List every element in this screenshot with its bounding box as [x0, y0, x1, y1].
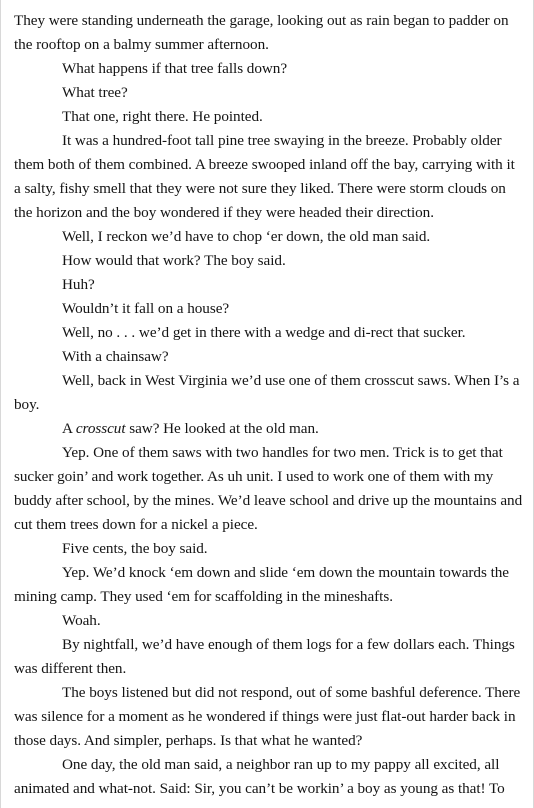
paragraph: Woah. — [62, 612, 101, 629]
story-text — [14, 9, 523, 801]
paragraph-crosscut — [14, 417, 523, 441]
paragraph-prefix: A — [62, 420, 76, 437]
paragraph: Yep. We’d knock ‘em down and slide ‘em down the mountain towards the mining camp. They used ‘em for scaffolding in the mineshafts. — [14, 564, 509, 605]
paragraph: By nightfall, we’d have enough of them logs for a few dollars each. Things was different then. — [14, 636, 515, 677]
paragraph: Huh? — [62, 276, 95, 293]
paragraph: What tree? — [62, 84, 128, 101]
paragraph: Yep. One of them saws with two handles for two men. Trick is to get that sucker goin’ and work together. As uh unit. I used to work one of them with my buddy after school, by the mines. We’d leave school and drive up the mountains and cut them trees down for a nickel a piece. — [14, 444, 523, 533]
paragraph: Well, I reckon we’d have to chop ‘er down, the old man said. — [62, 228, 431, 245]
paragraph: Five cents, the boy said. — [62, 540, 208, 557]
paragraph: Well, back in West Virginia we’d use one of them crosscut saws. When I’s a boy. — [14, 372, 520, 413]
paragraph: One day, the old man said, a neighbor ran up to my pappy all excited, all animated and what-not. Said: Sir, you can’t be workin’ a boy as young as that! To — [14, 756, 505, 797]
paragraph: Wouldn’t it fall on a house? — [62, 300, 230, 317]
paragraph: How would that work? The boy said. — [62, 252, 286, 269]
emphasized-word: crosscut — [75, 420, 126, 437]
paragraph: The boys listened but did not respond, out of some bashful deference. There was silence for a moment as he wondered if things were just flat-out harder back in those days. And simpler, perhaps. Is that what he wanted? — [14, 684, 521, 749]
paragraph: What happens if that tree falls down? — [62, 60, 288, 77]
paragraph: It was a hundred-foot tall pine tree swaying in the breeze. Probably older them both of them combined. A breeze swooped inland off the bay, carrying with it a salty, fishy smell that they were not sure they liked. There were storm clouds on the horizon and the boy wondered if they were headed their direction. — [14, 132, 515, 221]
paragraph: Well, no . . . we’d get in there with a wedge and di-rect that sucker. — [62, 324, 466, 341]
paragraph: With a chainsaw? — [62, 348, 169, 365]
paragraph-rest: saw? He looked at the old man. — [125, 420, 319, 437]
paragraph: That one, right there. He pointed. — [62, 108, 263, 125]
paragraph: They were standing underneath the garage, looking out as rain began to padder on the rooftop on a balmy summer afternoon. — [14, 12, 509, 53]
